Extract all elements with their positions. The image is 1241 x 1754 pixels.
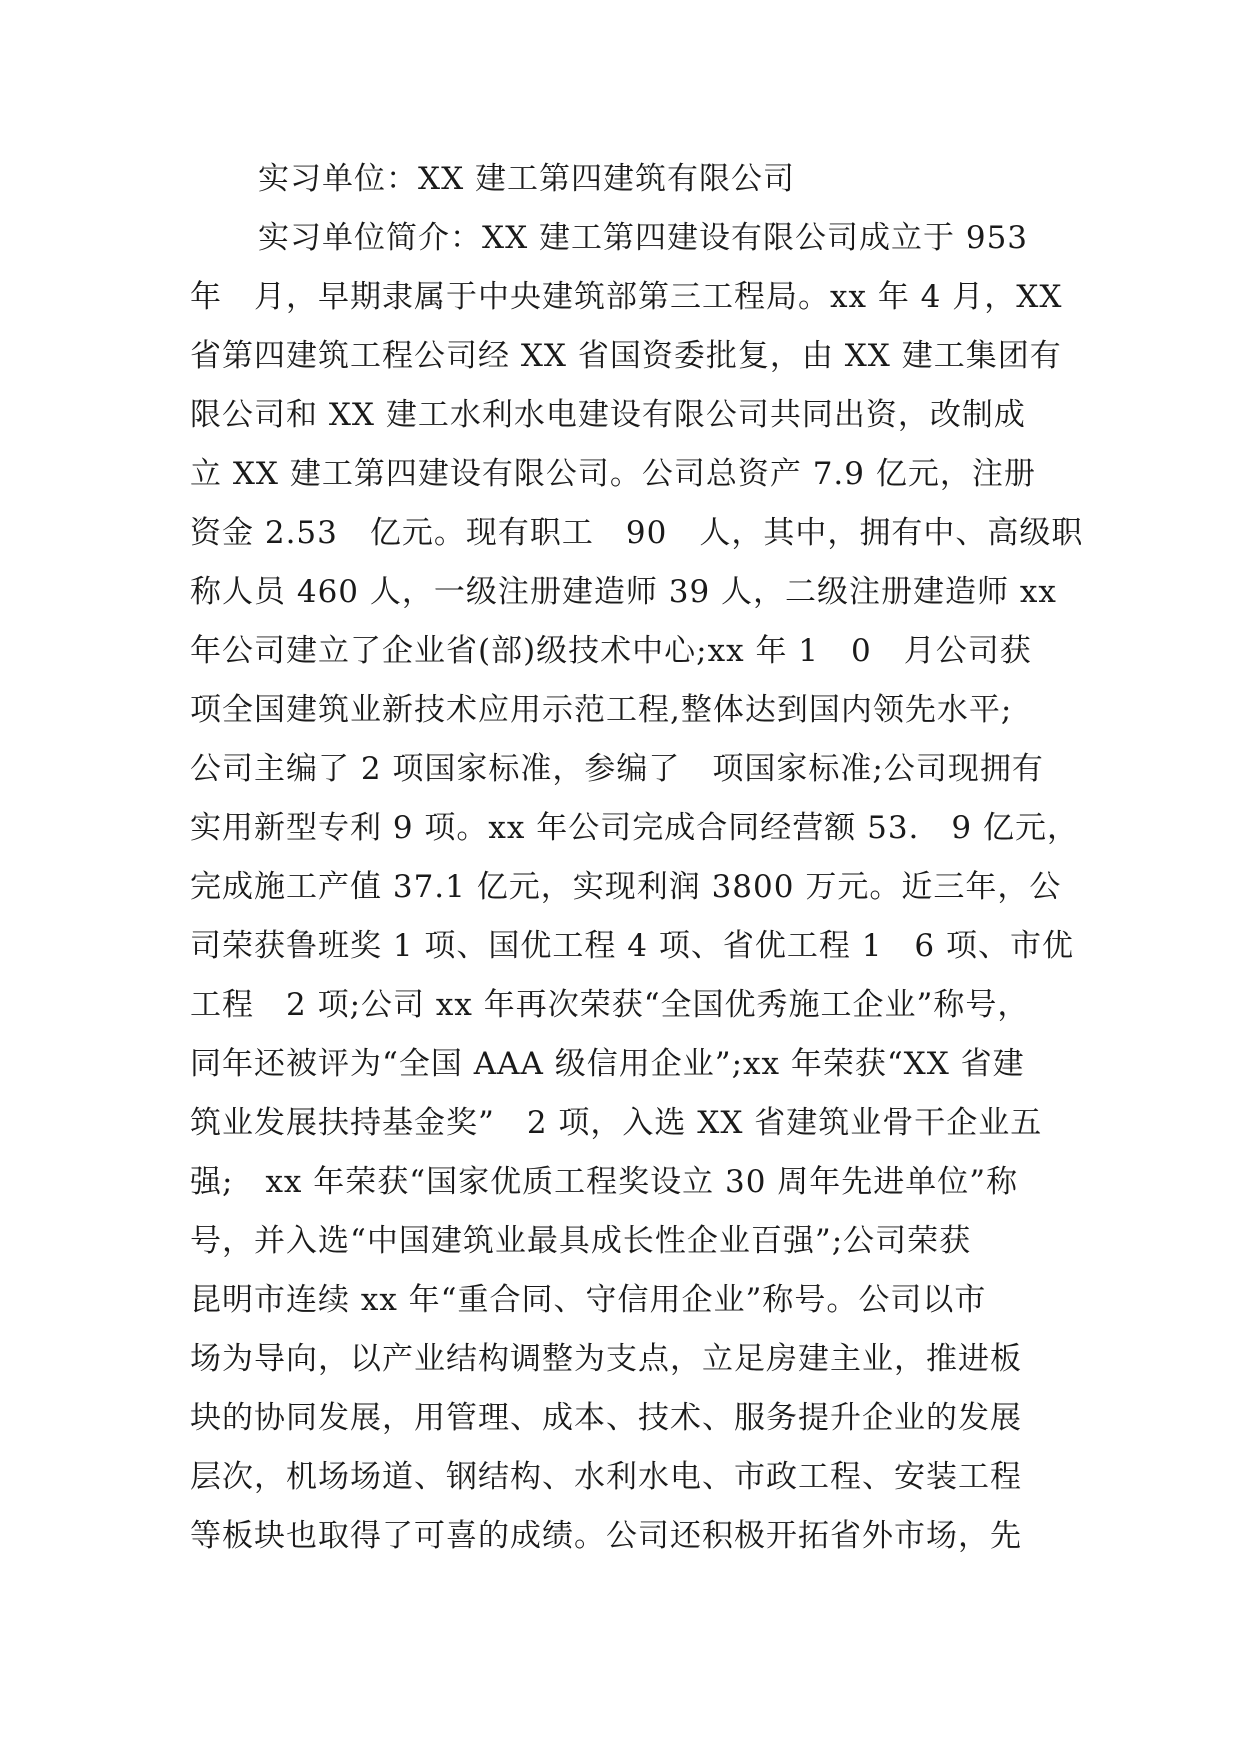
intro-line: 块的协同发展，用管理、成本、技术、服务提升企业的发展	[190, 1400, 1022, 1436]
intro-line: 年公司建立了企业省(部)级技术中心;xx 年 1 0 月公司获	[190, 633, 1032, 669]
intro-line: 工程 2 项;公司 xx 年再次荣获“全国优秀施工企业”称号，	[190, 987, 1030, 1023]
intro-line: 省第四建筑工程公司经 XX 省国资委批复，由 XX 建工集团有	[190, 338, 1062, 374]
intro-line: 司荣获鲁班奖 1 项、国优工程 4 项、省优工程 1 6 项、市优	[190, 928, 1075, 964]
document-body	[190, 150, 1084, 1566]
intro-line: 号，并入选“中国建筑业最具成长性企业百强”;公司荣获	[190, 1223, 972, 1259]
company-heading-line: 实习单位：XX 建工第四建筑有限公司	[258, 161, 795, 197]
intro-line: 等板块也取得了可喜的成绩。公司还积极开拓省外市场，先	[190, 1518, 1022, 1554]
intro-line: 昆明市连续 xx 年“重合同、守信用企业”称号。公司以市	[190, 1282, 987, 1318]
intro-line: 实用新型专利 9 项。xx 年公司完成合同经营额 53. 9 亿元，	[190, 810, 1079, 846]
intro-line: 限公司和 XX 建工水利水电建设有限公司共同出资，改制成	[190, 397, 1026, 433]
intro-line: 场为导向，以产业结构调整为支点，立足房建主业，推进板	[190, 1341, 1022, 1377]
intro-line: 层次，机场场道、钢结构、水利水电、市政工程、安装工程	[190, 1459, 1022, 1495]
intro-line: 年 月，早期隶属于中央建筑部第三工程局。xx 年 4 月，XX	[190, 279, 1063, 315]
intro-line: 完成施工产值 37.1 亿元，实现利润 3800 万元。近三年，公	[190, 869, 1062, 905]
intro-line: 资金 2.53 亿元。现有职工 90 人，其中，拥有中、高级职	[190, 515, 1084, 551]
intro-line: 公司主编了 2 项国家标准，参编了 项国家标准;公司现拥有	[190, 751, 1044, 787]
intro-line: 实习单位简介：XX 建工第四建设有限公司成立于 953	[258, 220, 1029, 256]
intro-line: 项全国建筑业新技术应用示范工程,整体达到国内领先水平;	[190, 692, 1013, 728]
intro-line: 筑业发展扶持基金奖” 2 项，入选 XX 省建筑业骨干企业五	[190, 1105, 1043, 1141]
intro-line: 同年还被评为“全国 AAA 级信用企业”;xx 年荣获“XX 省建	[190, 1046, 1025, 1082]
intro-line: 立 XX 建工第四建设有限公司。公司总资产 7.9 亿元，注册	[190, 456, 1036, 492]
intro-line: 称人员 460 人，一级注册建造师 39 人，二级注册建造师 xx	[190, 574, 1057, 610]
intro-line: 强; xx 年荣获“国家优质工程奖设立 30 周年先进单位”称	[190, 1164, 1019, 1200]
